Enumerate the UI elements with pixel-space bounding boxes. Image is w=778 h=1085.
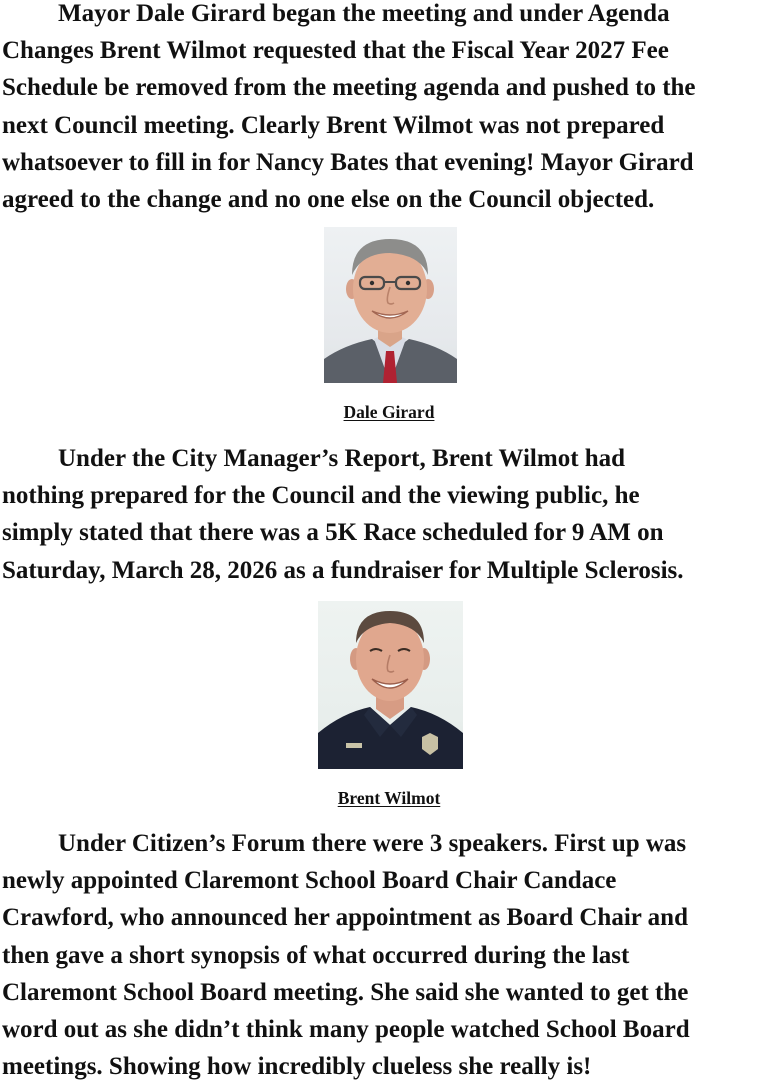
paragraph-citizens-forum	[2, 825, 690, 1085]
text-line: simply stated that there was a 5K Race scheduled for 9 AM on	[2, 519, 664, 547]
paragraph-agenda-changes	[2, 0, 696, 218]
text-line: Crawford, who announced her appointment as Board Chair and	[2, 904, 688, 932]
portrait-photo-dale-girard	[324, 227, 457, 383]
portrait-photo-brent-wilmot	[318, 601, 463, 769]
text-line: Changes Brent Wilmot requested that the Fiscal Year 2027 Fee	[2, 37, 669, 65]
paragraph-city-manager-report	[2, 440, 684, 589]
text-line: Schedule be removed from the meeting agenda and pushed to the	[2, 74, 696, 102]
photo-caption: Dale Girard	[343, 402, 435, 422]
text-line: Claremont School Board meeting. She said she wanted to get the	[2, 978, 689, 1006]
text-line: Under the City Manager’s Report, Brent Wilmot had	[58, 445, 626, 472]
text-line: next Council meeting. Clearly Brent Wilmot was not prepared	[2, 111, 665, 139]
text-line: Saturday, March 28, 2026 as a fundraiser for Multiple Sclerosis.	[2, 556, 684, 584]
text-line: word out as she didn’t think many people watched School Board	[2, 1016, 690, 1044]
text-line: agreed to the change and no one else on the Council objected.	[2, 186, 655, 214]
text-line: meetings. Showing how incredibly clueless she really is!	[2, 1053, 592, 1081]
photo-caption: Brent Wilmot	[337, 788, 441, 808]
text-line: nothing prepared for the Council and the viewing public, he	[2, 482, 640, 510]
text-line: newly appointed Claremont School Board Chair Candace	[2, 867, 617, 895]
text-line: Under Citizen’s Forum there were 3 speakers. First up was	[58, 830, 687, 857]
text-line: Mayor Dale Girard began the meeting and under Agenda	[58, 0, 670, 27]
text-line: whatsoever to fill in for Nancy Bates that evening! Mayor Girard	[2, 148, 694, 176]
text-line: then gave a short synopsis of what occurred during the last	[2, 941, 630, 969]
